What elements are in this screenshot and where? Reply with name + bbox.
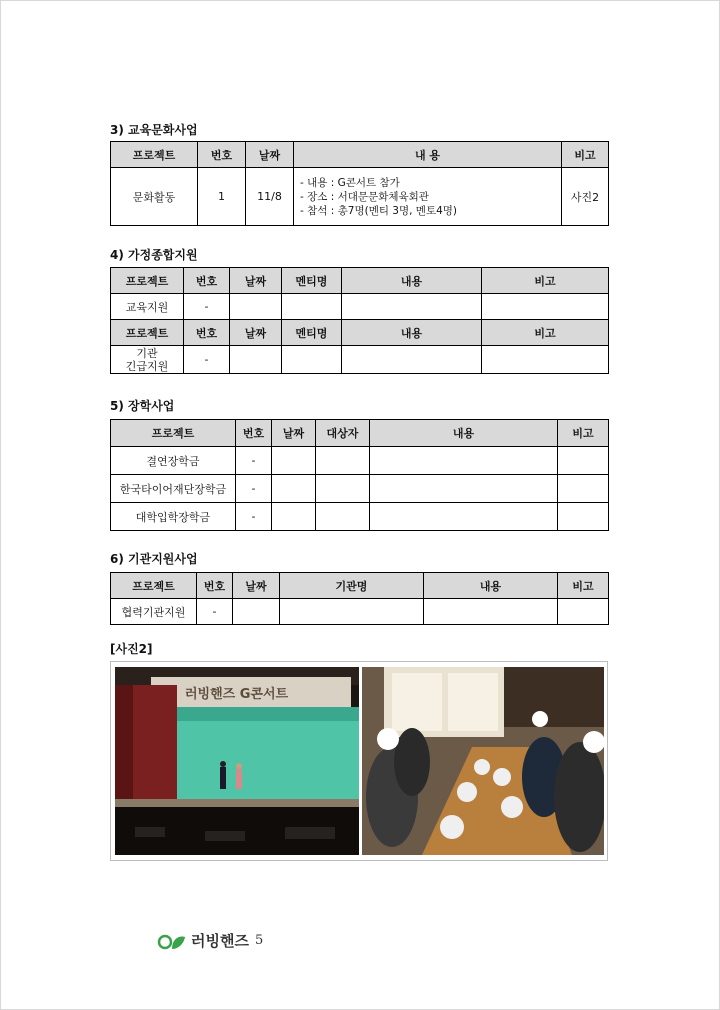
cell-project: 문화활동 xyxy=(111,168,198,226)
header-content: 내용 xyxy=(342,268,482,294)
table-row xyxy=(111,503,609,531)
heart-sticker-icon xyxy=(532,711,548,727)
loving-hands-logo-icon xyxy=(157,931,187,951)
cell-recipient xyxy=(316,447,370,475)
cell-number: - xyxy=(236,503,272,531)
header-number: 번호 xyxy=(184,268,230,294)
cell-note xyxy=(558,503,609,531)
dinner-photo-image xyxy=(362,667,604,855)
section-title-institution-support: 6) 기관지원사업 xyxy=(110,552,198,566)
cell-number: - xyxy=(184,346,230,374)
cell-number: 1 xyxy=(198,168,246,226)
footer-brand: 러빙핸즈 xyxy=(191,932,249,950)
cell-date xyxy=(272,475,316,503)
table-row xyxy=(111,475,609,503)
heart-sticker-icon xyxy=(377,728,399,750)
content-line: - 내용 : G콘서트 참가 xyxy=(300,176,400,189)
content-line: - 장소 : 서대문문화체육회관 xyxy=(300,190,429,203)
header-project: 프로젝트 xyxy=(111,268,184,294)
cell-project: 한국타이어재단장학금 xyxy=(111,475,236,503)
project-line: 긴급지원 xyxy=(125,359,169,373)
concert-photo-image xyxy=(115,667,359,855)
cell-mentee-name xyxy=(282,294,342,320)
header-content: 내 용 xyxy=(294,142,562,168)
header-date: 날짜 xyxy=(272,420,316,447)
header-note: 비고 xyxy=(482,320,609,346)
cell-recipient xyxy=(316,475,370,503)
header-mentee-name: 멘티명 xyxy=(282,268,342,294)
table-row xyxy=(111,599,609,625)
header-project: 프로젝트 xyxy=(111,573,197,599)
cell-content xyxy=(370,447,558,475)
cell-number: - xyxy=(197,599,233,625)
cell-note xyxy=(482,294,609,320)
cell-note xyxy=(558,447,609,475)
header-date: 날짜 xyxy=(233,573,280,599)
cell-date xyxy=(230,294,282,320)
header-note: 비고 xyxy=(482,268,609,294)
page-number: 5 xyxy=(254,933,264,948)
header-date: 날짜 xyxy=(246,142,294,168)
header-institution-name: 기관명 xyxy=(280,573,424,599)
photo-label: [사진2] xyxy=(110,642,153,656)
header-project: 프로젝트 xyxy=(111,142,198,168)
education-culture-table xyxy=(110,141,609,226)
table-row xyxy=(111,447,609,475)
scholarship-table xyxy=(110,419,609,531)
header-number: 번호 xyxy=(198,142,246,168)
header-content: 내용 xyxy=(370,420,558,447)
header-project: 프로젝트 xyxy=(111,320,184,346)
family-support-table xyxy=(110,267,609,374)
cell-institution-name xyxy=(280,599,424,625)
section-title-family-support: 4) 가정종합지원 xyxy=(110,248,198,262)
cell-project xyxy=(111,346,184,374)
header-note: 비고 xyxy=(558,573,609,599)
cell-content xyxy=(342,346,482,374)
header-date: 날짜 xyxy=(230,320,282,346)
cell-project: 대학입학장학금 xyxy=(111,503,236,531)
cell-date xyxy=(272,447,316,475)
cell-number: - xyxy=(236,475,272,503)
cell-project: 결연장학금 xyxy=(111,447,236,475)
cell-content xyxy=(370,503,558,531)
cell-project: 협력기관지원 xyxy=(111,599,197,625)
cell-date xyxy=(233,599,280,625)
header-number: 번호 xyxy=(236,420,272,447)
cell-date xyxy=(272,503,316,531)
cell-number: - xyxy=(184,294,230,320)
cell-note: 사진2 xyxy=(562,168,609,226)
cell-content xyxy=(424,599,558,625)
header-content: 내용 xyxy=(424,573,558,599)
header-recipient: 대상자 xyxy=(316,420,370,447)
header-note: 비고 xyxy=(558,420,609,447)
header-number: 번호 xyxy=(197,573,233,599)
header-number: 번호 xyxy=(184,320,230,346)
header-date: 날짜 xyxy=(230,268,282,294)
footer xyxy=(157,930,263,951)
concert-photo xyxy=(115,667,359,855)
cell-content xyxy=(294,168,562,226)
photo-frame xyxy=(110,661,608,861)
header-project: 프로젝트 xyxy=(111,420,236,447)
section-title-education-culture: 3) 교육문화사업 xyxy=(110,123,198,137)
cell-note xyxy=(558,475,609,503)
content-line: - 참석 : 총7명(멘티 3명, 멘토4명) xyxy=(300,204,458,217)
cell-date xyxy=(230,346,282,374)
header-note: 비고 xyxy=(562,142,609,168)
heart-sticker-icon xyxy=(583,731,604,753)
header-content: 내용 xyxy=(342,320,482,346)
project-line: 기관 xyxy=(136,346,158,360)
dinner-photo xyxy=(362,667,604,855)
cell-mentee-name xyxy=(282,346,342,374)
table-row xyxy=(111,346,609,374)
section-title-scholarship: 5) 장학사업 xyxy=(110,399,175,413)
cell-note xyxy=(558,599,609,625)
cell-note xyxy=(482,346,609,374)
banner-text: 러빙핸즈 G콘서트 xyxy=(185,687,289,702)
cell-content xyxy=(370,475,558,503)
institution-support-table xyxy=(110,572,609,625)
cell-project: 교육지원 xyxy=(111,294,184,320)
table-row xyxy=(111,168,609,226)
table-row xyxy=(111,294,609,320)
cell-date: 11/8 xyxy=(246,168,294,226)
cell-content xyxy=(342,294,482,320)
cell-recipient xyxy=(316,503,370,531)
header-mentee-name: 멘티명 xyxy=(282,320,342,346)
cell-number: - xyxy=(236,447,272,475)
